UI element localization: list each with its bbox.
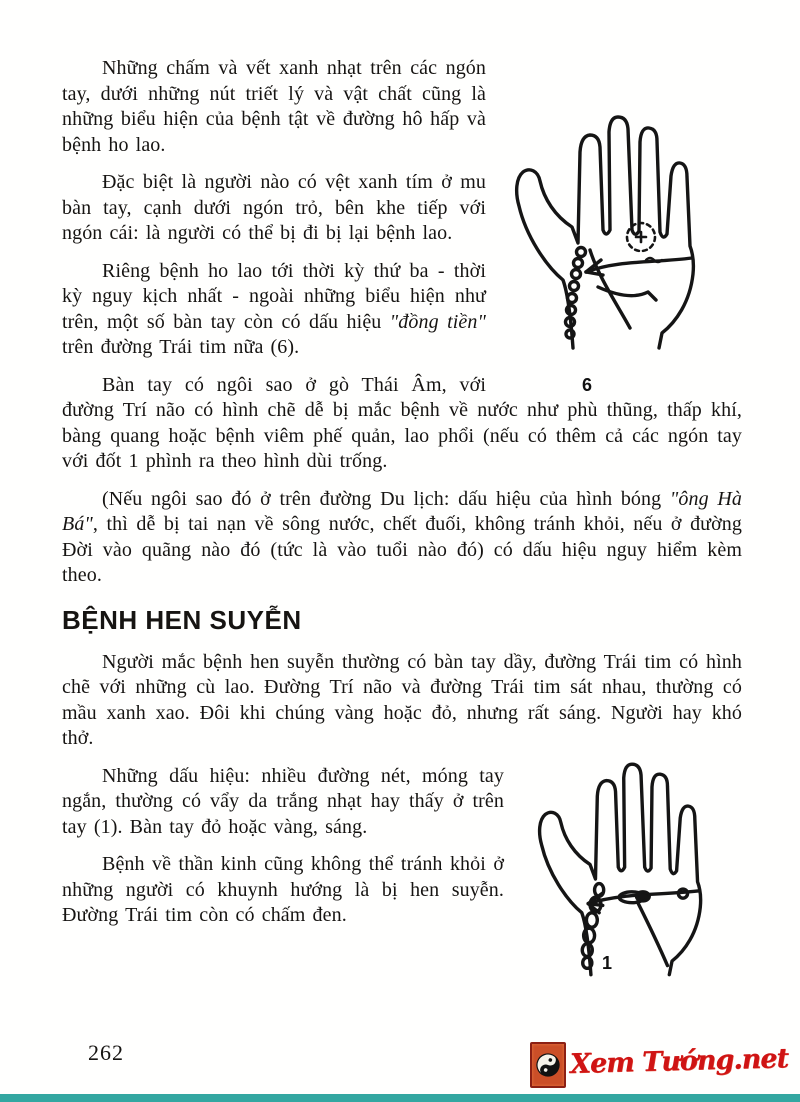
section-heading-asthma: BỆNH HEN SUYỄN — [62, 604, 302, 635]
palm-line-art — [504, 108, 708, 356]
paragraph-blue-spots: Những chấm và vết xanh nhạt trên các ngón tay, dưới những nút triết lý và vật chất cũng là những biểu hiện của bệnh tật về đường hô hấp và bệnh ho lao. — [62, 57, 486, 156]
paragraph-nervous-disease: Bệnh về thần kinh cũng không thể tránh khỏi ở những người có khuynh hướng là bị hen suyễn. Đường Trái tim còn có chấm đen. — [62, 853, 504, 926]
paragraph-tb-third-stage: Riêng bệnh ho lao tới thời kỳ thứ ba - thời kỳ nguy kịch nhất - ngoài những biểu hiện như trên, một số bàn tay còn có dấu hiệu "đồng tiền" trên đường Trái tim nữa (6). — [62, 259, 486, 358]
watermark-xemtuong — [530, 1042, 788, 1088]
paragraph-star-moon-mount: Bàn tay có ngôi sao ở gò Thái Âm, với đường Trí não có hình chẽ dễ bị mắc bệnh về nước như phù thũng, thấp khí, bàng quang hoặc bệnh viêm phế quản, lao phổi (nếu có thêm cả các ngón tay với đốt 1 phình ra theo hình dùi trống. — [62, 373, 742, 472]
figure-label: 1 — [602, 952, 613, 973]
italic-phrase-haba: "ông Hà Bá" — [62, 487, 742, 535]
paragraph-travel-line-star: (Nếu ngôi sao đó ở trên đường Du lịch: dấu hiệu của hình bóng "ông Hà Bá", thì dễ bị tai nạn về sông nước, chết đuối, không tránh khỏi, nếu ở đường Đời vào quãng nào đó (tức là vào tuổi nào đó) có dấu hiệu nguy hiểm kèm theo. — [62, 487, 742, 586]
palm-line-art — [528, 756, 714, 982]
yin-yang-icon — [536, 1053, 560, 1077]
paragraph-asthma-signs: Những dấu hiệu: nhiều đường nét, móng tay ngắn, thường có vẩy da trắng nhạt hay thấy ở trên tay (1). Bàn tay đỏ hoặc vàng, sáng. — [62, 764, 504, 838]
palm-diagram-island-sign — [504, 764, 742, 973]
watermark-logo-box — [530, 1042, 566, 1088]
italic-phrase-coin: "đồng tiền" — [389, 310, 486, 333]
page-number: 262 — [88, 1040, 124, 1065]
paragraph-asthma-hand: Người mắc bệnh hen suyễn thường có bàn tay dầy, đường Trái tim có hình chẽ với những cù lao. Đường Trí não và đường Trái tim sát nhau, thường có mầu xanh xao. Đôi khi chúng vàng hoặc đỏ, nhưng rất sáng. Người hay khó thở. — [62, 650, 742, 749]
palm-diagram-coin-sign — [486, 56, 742, 398]
footer-accent-bar — [0, 1094, 800, 1102]
figure-label: 6 — [582, 375, 593, 395]
paragraph-blue-streak: Đặc biệt là người nào có vệt xanh tím ở mu bàn tay, cạnh dưới ngón trỏ, bên khe tiếp với ngón cái: là người có thể bị đi bị lại bệnh lao. — [62, 171, 486, 244]
watermark-text: Xem Tướng.net — [569, 1043, 789, 1080]
